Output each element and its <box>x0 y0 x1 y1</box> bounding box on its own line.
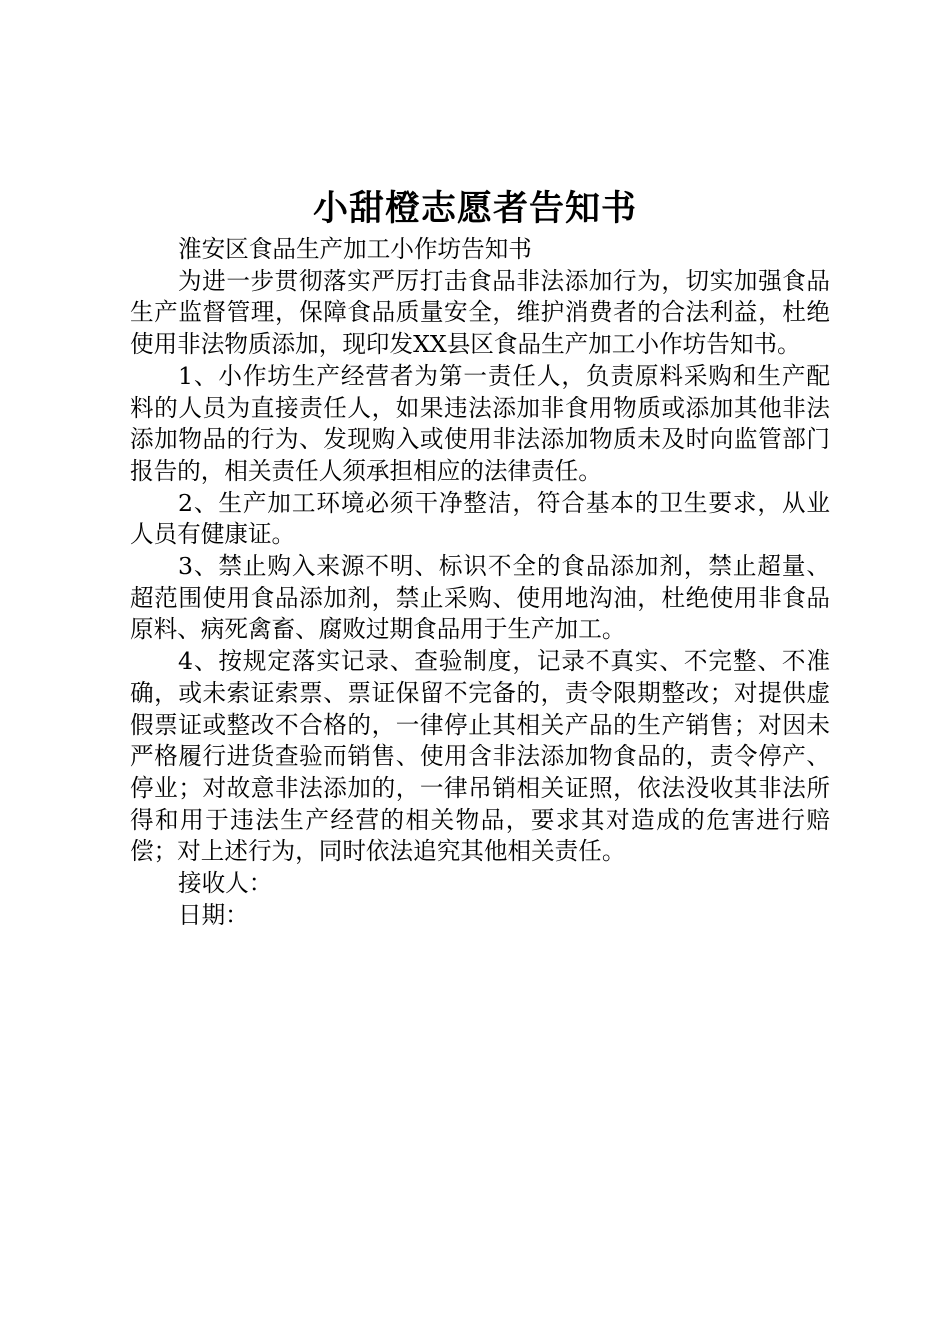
receiver-label: 接收人： <box>178 869 273 898</box>
item-paragraph-2: 2、生产加工环境必须干净整洁，符合基本的卫生要求，从业人员有健康证。 <box>130 488 830 549</box>
document-body <box>130 234 830 931</box>
item-paragraph-1: 1、小作坊生产经营者为第一责任人，负责原料采购和生产配料的人员为直接责任人，如果违法添加非食用物质或添加其他非法添加物品的行为、发现购入或使用非法添加物质未及时向监管部门报告的，相关责任人须承担相应的法律责任。 <box>130 361 830 485</box>
notice-subtitle: 淮安区食品生产加工小作坊告知书 <box>178 235 532 263</box>
page-title: 小甜橙志愿者告知书 <box>312 188 637 229</box>
item-paragraph-3: 3、禁止购入来源不明、标识不全的食品添加剂，禁止超量、超范围使用食品添加剂，禁止采购、使用地沟油，杜绝使用非食品原料、病死禽畜、腐败过期食品用于生产加工。 <box>130 552 830 644</box>
intro-paragraph: 为进一步贯彻落实严厉打击食品非法添加行为，切实加强食品生产监督管理，保障食品质量安全，维护消费者的合法利益，杜绝使用非法物质添加，现印发XX县区食品生产加工小作坊告知书。 <box>130 266 830 359</box>
item-paragraph-4: 4、按规定落实记录、查验制度，记录不真实、不完整、不准确，或未索证索票、票证保留不完备的，责令限期整改；对提供虚假票证或整改不合格的，一律停止其相关产品的生产销售；对因未严格履行进货查验而销售、使用含非法添加物食品的，责令停产、停业；对故意非法添加的，一律吊销相关证照，依法没收其非法所得和用于违法生产经营的相关物品，要求其对造成的危害进行赔偿；对上述行为，同时依法追究其他相关责任。 <box>130 647 830 866</box>
date-label: 日期： <box>178 900 249 929</box>
